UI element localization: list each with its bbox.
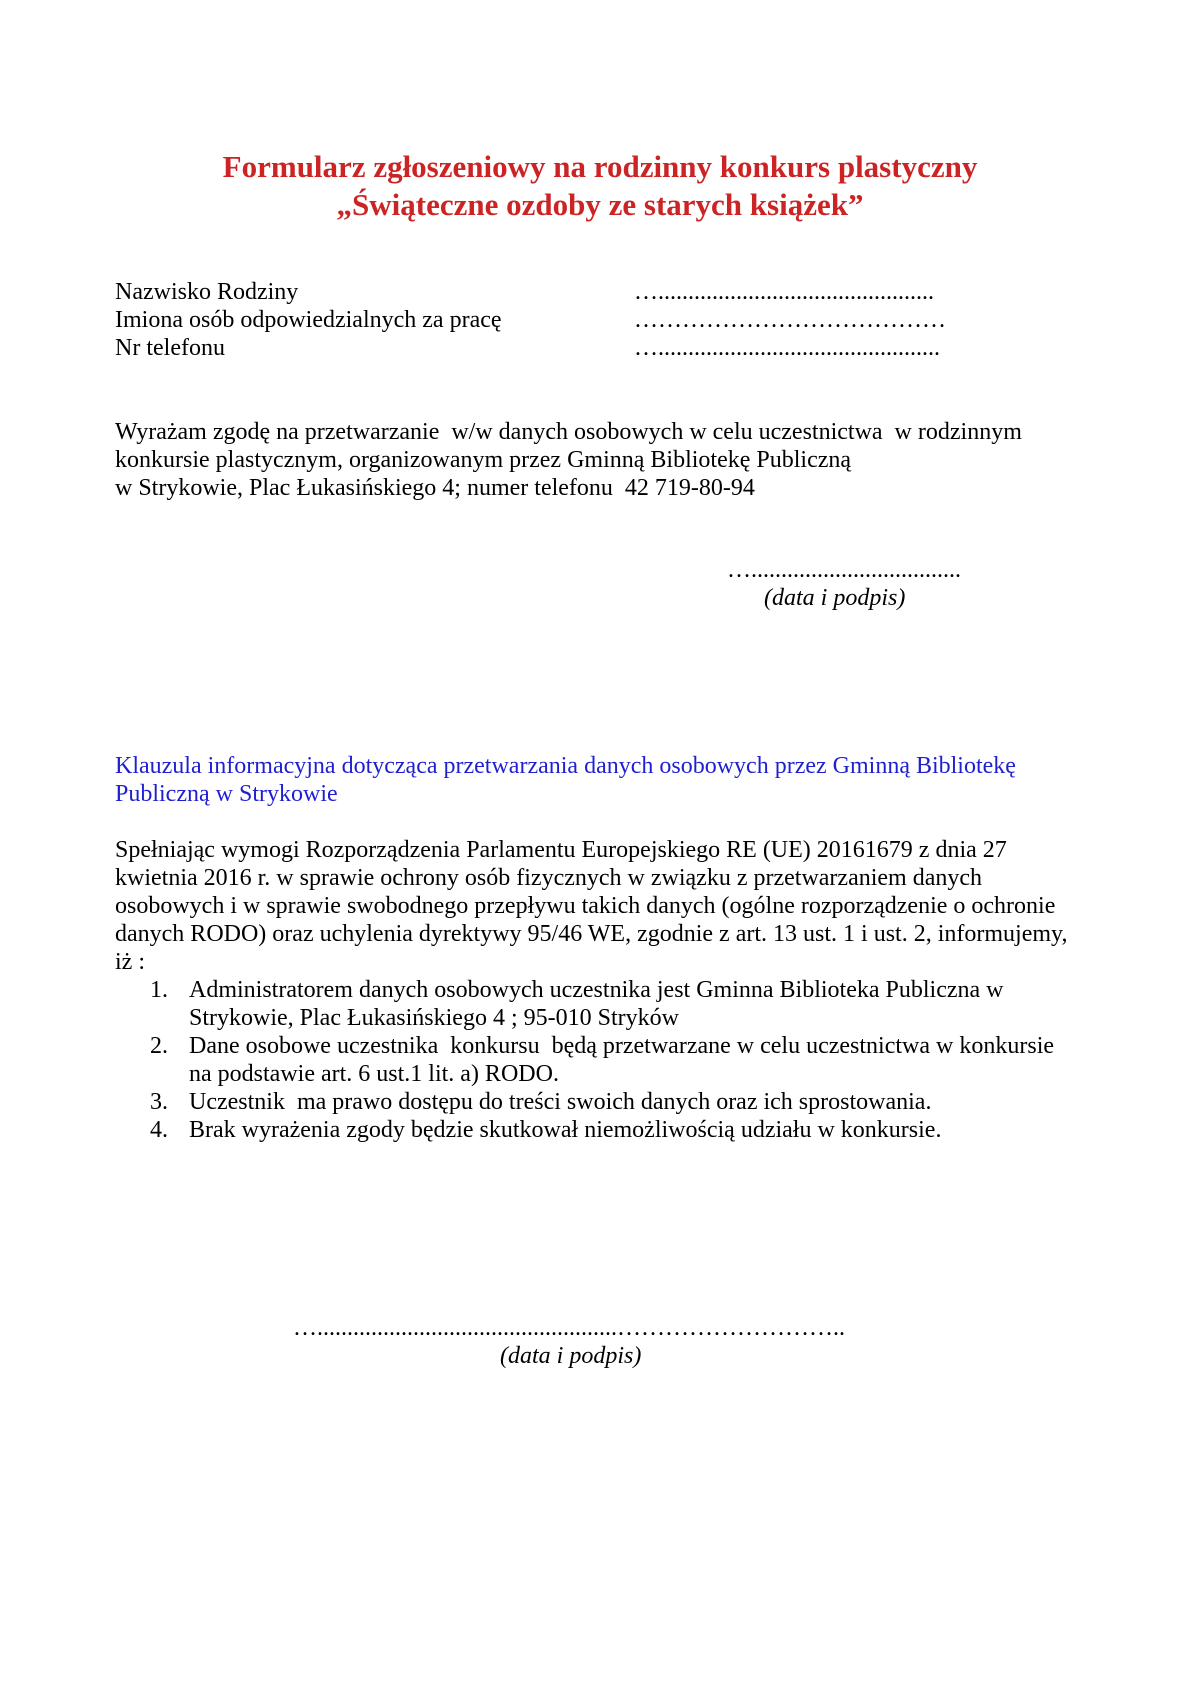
consent-line: Wyrażam zgodę na przetwarzanie w/w danych osobowych w celu uczestnictwa w rodzinnym (115, 419, 1022, 445)
signature-field[interactable]: …..................................................……………………….. (293, 1315, 845, 1341)
signature-caption: (data i podpis) (764, 585, 906, 611)
list-item-text: Administratorem danych osobowych uczestnika jest Gminna Biblioteka Publiczna w (189, 977, 1004, 1003)
list-item-text: Uczestnik ma prawo dostępu do treści swoich danych oraz ich sprostowania. (189, 1089, 932, 1115)
consent-line: w Strykowie, Plac Łukasińskiego 4; numer telefonu 42 719-80-94 (115, 475, 755, 501)
responsible-persons-field[interactable]: ………………………………… (634, 307, 946, 333)
list-item-number: 2. (150, 1033, 168, 1059)
list-item-number: 4. (150, 1117, 168, 1143)
clause-paragraph-line: kwietnia 2016 r. w sprawie ochrony osób fizycznych w związku z przetwarzaniem danych (115, 865, 983, 891)
list-item-text: Brak wyrażenia zgody będzie skutkował niemożliwością udziału w konkursie. (189, 1117, 942, 1143)
responsible-persons-label: Imiona osób odpowiedzialnych za pracę (115, 307, 502, 333)
form-title-line1: Formularz zgłoszeniowy na rodzinny konkurs plastyczny (222, 149, 978, 184)
clause-heading: Publiczną w Strykowie (115, 781, 338, 807)
list-item-text: Strykowie, Plac Łukasińskiego 4 ; 95-010 Stryków (189, 1005, 679, 1031)
consent-line: konkursie plastycznym, organizowanym przez Gminną Bibliotekę Publiczną (115, 447, 852, 473)
signature-caption: (data i podpis) (500, 1343, 642, 1369)
list-item-number: 3. (150, 1089, 168, 1115)
clause-paragraph-line: Spełniając wymogi Rozporządzenia Parlamentu Europejskiego RE (UE) 20161679 z dnia 27 (115, 837, 1007, 863)
clause-paragraph-line: iż : (115, 949, 145, 975)
form-title-line2: „Świąteczne ozdoby ze starych książek” (336, 187, 864, 222)
phone-field[interactable]: …............................................... (634, 335, 940, 361)
clause-paragraph-line: danych RODO) oraz uchylenia dyrektywy 95/46 WE, zgodnie z art. 13 ust. 1 i ust. 2, informujemy, (115, 921, 1068, 947)
family-name-label: Nazwisko Rodziny (115, 279, 299, 305)
list-item-text: Dane osobowe uczestnika konkursu będą przetwarzane w celu uczestnictwa w konkursie (189, 1033, 1055, 1059)
clause-paragraph-line: osobowych i w sprawie swobodnego przepływu takich danych (ogólne rozporządzenie o ochronie (115, 893, 1056, 919)
signature-field[interactable]: …................................... (727, 557, 961, 583)
clause-heading: Klauzula informacyjna dotycząca przetwarzania danych osobowych przez Gminną Bibliotekę (115, 753, 1016, 779)
list-item-number: 1. (150, 977, 168, 1003)
list-item-text: na podstawie art. 6 ust.1 lit. a) RODO. (189, 1061, 559, 1087)
phone-label: Nr telefonu (115, 335, 225, 361)
family-name-field[interactable]: ….............................................. (634, 279, 934, 305)
